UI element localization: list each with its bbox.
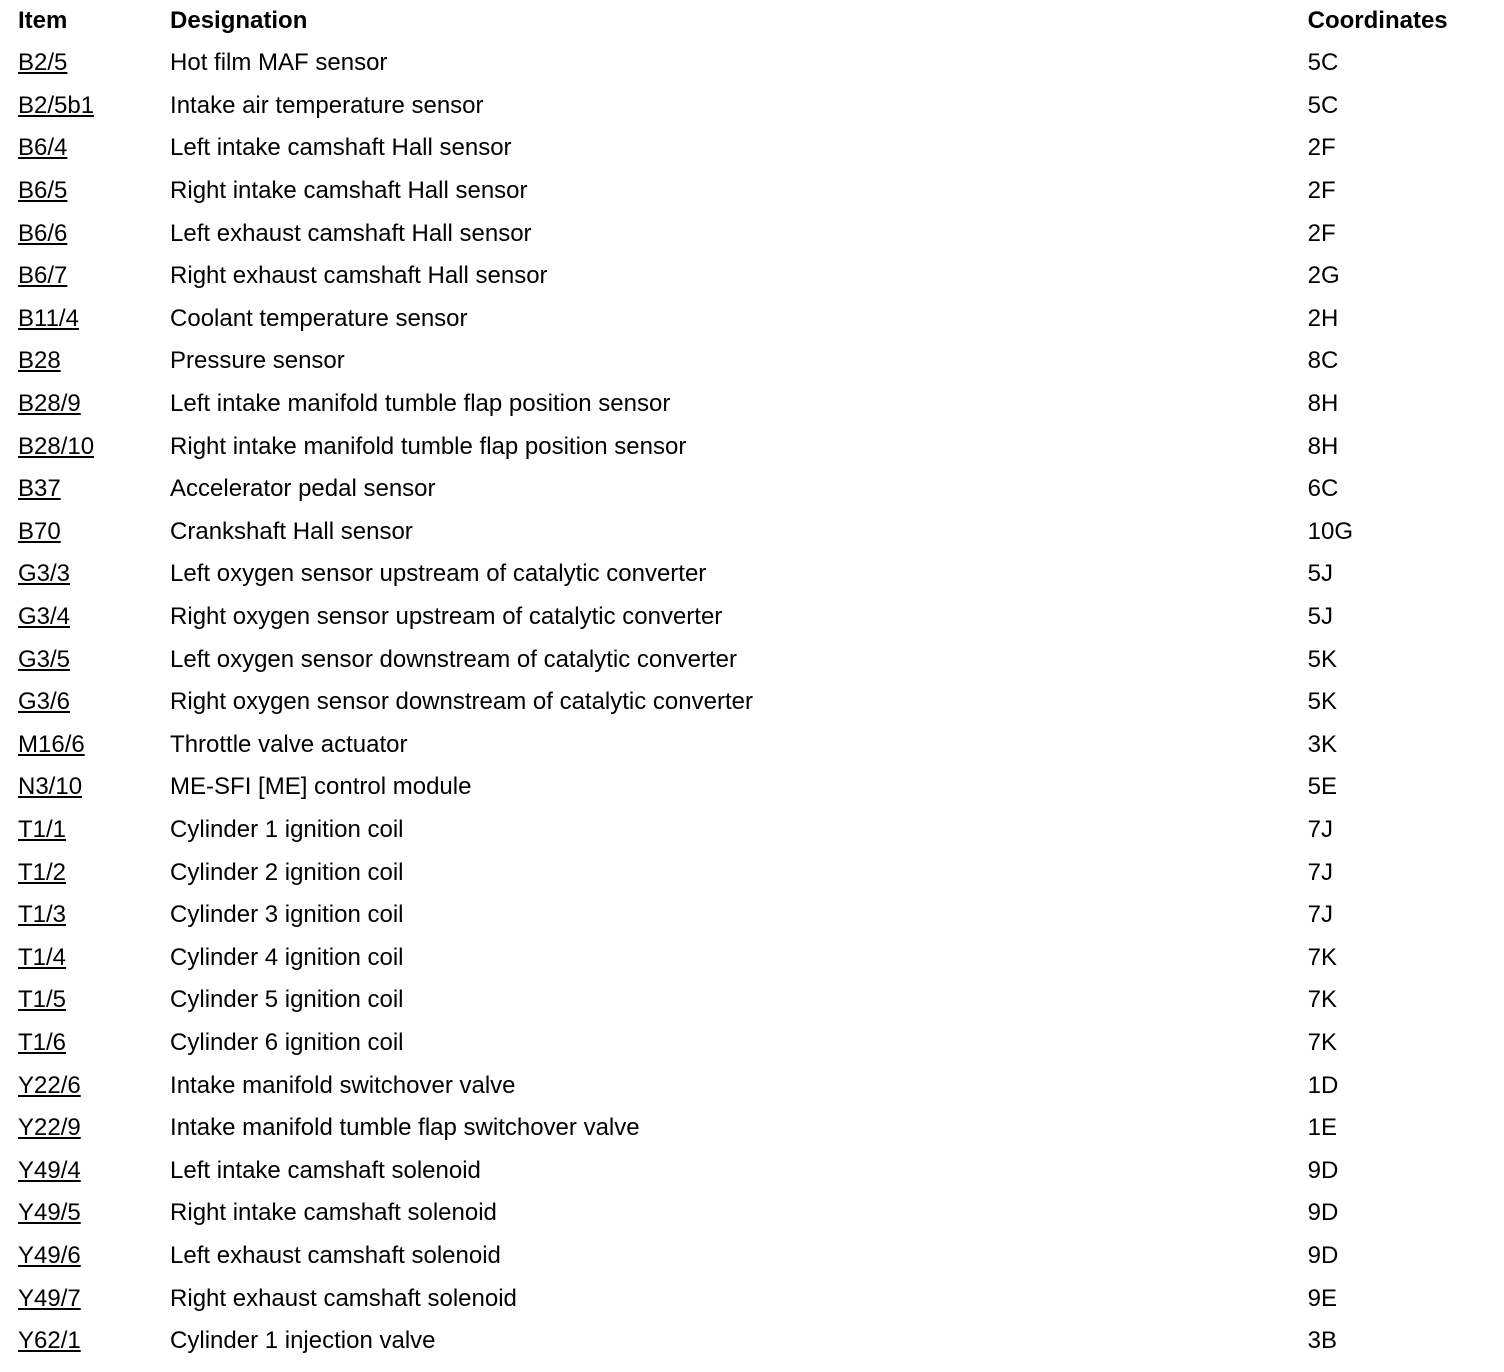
item-link[interactable]: B6/5 [18,177,68,205]
table-row [0,1235,1504,1278]
item-cell [0,1107,170,1150]
coordinates-cell: 9E [1307,1284,1337,1312]
item-cell [0,42,170,85]
item-link[interactable]: B11/4 [18,304,79,332]
coordinates-cell: 1D [1307,1071,1339,1099]
designation-cell: Cylinder 6 ignition coil [170,1028,404,1056]
item-cell [0,724,170,767]
item-cell [0,511,170,554]
item-cell [0,1064,170,1107]
item-cell [0,553,170,596]
table-row [0,42,1504,85]
item-cell [0,1235,170,1278]
table-row [0,170,1504,213]
table-row [0,1320,1504,1363]
designation-cell: Right oxygen sensor upstream of catalytic converter [170,603,723,631]
item-link[interactable]: B28 [18,347,61,375]
table-row [0,85,1504,128]
item-cell [0,809,170,852]
designation-cell: Right intake camshaft Hall sensor [170,177,528,205]
designation-cell: Left intake camshaft solenoid [170,1156,481,1184]
item-link[interactable]: B2/5 [18,49,68,77]
coordinates-cell: 1E [1307,1114,1337,1142]
coordinates-cell: 2F [1307,134,1336,162]
table-row [0,298,1504,341]
item-link[interactable]: Y49/4 [18,1156,81,1184]
coordinates-cell: 9D [1307,1199,1339,1227]
designation-cell: ME-SFI [ME] control module [170,773,472,801]
item-cell [0,894,170,937]
table-row [0,340,1504,383]
table-row [0,638,1504,681]
designation-cell: Left exhaust camshaft Hall sensor [170,219,532,247]
coordinates-cell: 9D [1307,1156,1339,1184]
coordinates-cell: 7K [1307,986,1337,1014]
item-link[interactable]: B6/6 [18,219,68,247]
item-cell [0,979,170,1022]
coordinates-cell: 2F [1307,177,1336,205]
coordinates-cell: 8C [1307,347,1339,375]
coordinates-cell: 5K [1307,645,1337,673]
item-cell [0,127,170,170]
item-link[interactable]: N3/10 [18,773,83,801]
coordinates-cell: 5K [1307,688,1337,716]
item-cell [0,85,170,128]
item-cell [0,1192,170,1235]
item-link[interactable]: G3/5 [18,645,71,673]
designation-cell: Pressure sensor [170,347,345,375]
table-row [0,724,1504,767]
designation-cell: Cylinder 5 ignition coil [170,986,404,1014]
designation-cell: Intake air temperature sensor [170,91,484,119]
designation-cell: Crankshaft Hall sensor [170,517,413,545]
item-cell [0,681,170,724]
table-row [0,255,1504,298]
table-row [0,511,1504,554]
designation-cell: Right oxygen sensor downstream of catalytic converter [170,688,753,716]
coordinates-cell: 2H [1307,304,1339,332]
header-coordinates: Coordinates [1307,7,1448,34]
item-link[interactable]: M16/6 [18,730,85,758]
table-row [0,212,1504,255]
coordinates-cell: 8H [1307,390,1339,418]
table-row [0,1277,1504,1320]
table-row [0,979,1504,1022]
item-cell [0,1149,170,1192]
table-row [0,766,1504,809]
item-cell [0,255,170,298]
item-link[interactable]: G3/3 [18,560,71,588]
coordinates-cell: 10G [1307,517,1354,545]
item-cell [0,851,170,894]
table-row [0,596,1504,639]
item-link[interactable]: T1/5 [18,986,67,1014]
item-cell [0,298,170,341]
header-designation: Designation [170,7,308,34]
coordinates-cell: 7K [1307,943,1337,971]
coordinates-cell: 5E [1307,773,1337,801]
item-link[interactable]: B28/9 [18,390,81,418]
item-cell [0,936,170,979]
item-cell [0,425,170,468]
designation-cell: Cylinder 1 injection valve [170,1327,436,1355]
table-row [0,383,1504,426]
designation-cell: Intake manifold tumble flap switchover valve [170,1114,640,1142]
item-link[interactable]: B28/10 [18,432,95,460]
item-cell [0,1320,170,1363]
item-cell [0,170,170,213]
item-link[interactable]: T1/2 [18,858,67,886]
designation-cell: Coolant temperature sensor [170,304,468,332]
coordinates-cell: 7J [1307,901,1333,929]
coordinates-cell: 5C [1307,91,1339,119]
designation-cell: Cylinder 4 ignition coil [170,943,404,971]
designation-cell: Cylinder 2 ignition coil [170,858,404,886]
item-link[interactable]: G3/6 [18,688,71,716]
item-link[interactable]: Y22/9 [18,1114,81,1142]
coordinates-cell: 5J [1307,603,1333,631]
coordinates-cell: 7J [1307,858,1333,886]
coordinates-cell: 3K [1307,730,1337,758]
table-row [0,851,1504,894]
item-cell [0,340,170,383]
coordinates-cell: 9D [1307,1241,1339,1269]
coordinates-cell: 8H [1307,432,1339,460]
item-link[interactable]: Y49/7 [18,1284,81,1312]
designation-cell: Hot film MAF sensor [170,49,388,77]
item-cell [0,596,170,639]
designation-cell: Left intake manifold tumble flap position sensor [170,390,671,418]
item-link[interactable]: B6/7 [18,262,68,290]
table-body [0,42,1504,1362]
coordinates-cell: 5J [1307,560,1333,588]
designation-cell: Cylinder 3 ignition coil [170,901,404,929]
item-cell [0,1277,170,1320]
table-row [0,425,1504,468]
coordinates-cell: 5C [1307,49,1339,77]
designation-cell: Left oxygen sensor upstream of catalytic converter [170,560,707,588]
item-link[interactable]: T1/6 [18,1028,67,1056]
item-cell [0,766,170,809]
table-header-row [0,0,1504,42]
designation-cell: Right intake camshaft solenoid [170,1199,497,1227]
table-row [0,1107,1504,1150]
header-item: Item [18,7,68,34]
item-cell [0,468,170,511]
item-cell [0,638,170,681]
table-row [0,553,1504,596]
item-link[interactable]: T1/3 [18,901,67,929]
item-cell [0,212,170,255]
designation-cell: Right intake manifold tumble flap position sensor [170,432,687,460]
table-row [0,936,1504,979]
table-row [0,127,1504,170]
designation-cell: Right exhaust camshaft solenoid [170,1284,517,1312]
designation-cell: Intake manifold switchover valve [170,1071,516,1099]
coordinates-cell: 7J [1307,815,1333,843]
item-link[interactable]: B2/5b1 [18,91,95,119]
designation-cell: Accelerator pedal sensor [170,475,436,503]
designation-cell: Right exhaust camshaft Hall sensor [170,262,548,290]
designation-cell: Left oxygen sensor downstream of catalytic converter [170,645,737,673]
table-row [0,894,1504,937]
coordinates-cell: 3B [1307,1327,1337,1355]
table-row [0,1064,1504,1107]
item-link[interactable]: B37 [18,475,61,503]
table-row [0,1022,1504,1065]
designation-cell: Throttle valve actuator [170,730,408,758]
item-link[interactable]: B6/4 [18,134,68,162]
item-link[interactable]: T1/4 [18,943,67,971]
coordinates-cell: 6C [1307,475,1339,503]
coordinates-cell: 2F [1307,219,1336,247]
designation-cell: Cylinder 1 ignition coil [170,815,404,843]
table-row [0,809,1504,852]
item-link[interactable]: T1/1 [18,815,67,843]
designation-cell: Left exhaust camshaft solenoid [170,1241,501,1269]
item-link[interactable]: Y62/1 [18,1327,81,1355]
item-link[interactable]: Y49/6 [18,1241,81,1269]
item-cell [0,1022,170,1065]
item-link[interactable]: Y22/6 [18,1071,81,1099]
coordinates-cell: 7K [1307,1028,1337,1056]
item-link[interactable]: Y49/5 [18,1199,81,1227]
table-row [0,1192,1504,1235]
coordinates-cell: 2G [1307,262,1340,290]
table-row [0,1149,1504,1192]
table-row [0,681,1504,724]
item-link[interactable]: G3/4 [18,603,71,631]
item-link[interactable]: B70 [18,517,61,545]
designation-cell: Left intake camshaft Hall sensor [170,134,512,162]
item-cell [0,383,170,426]
table-row [0,468,1504,511]
